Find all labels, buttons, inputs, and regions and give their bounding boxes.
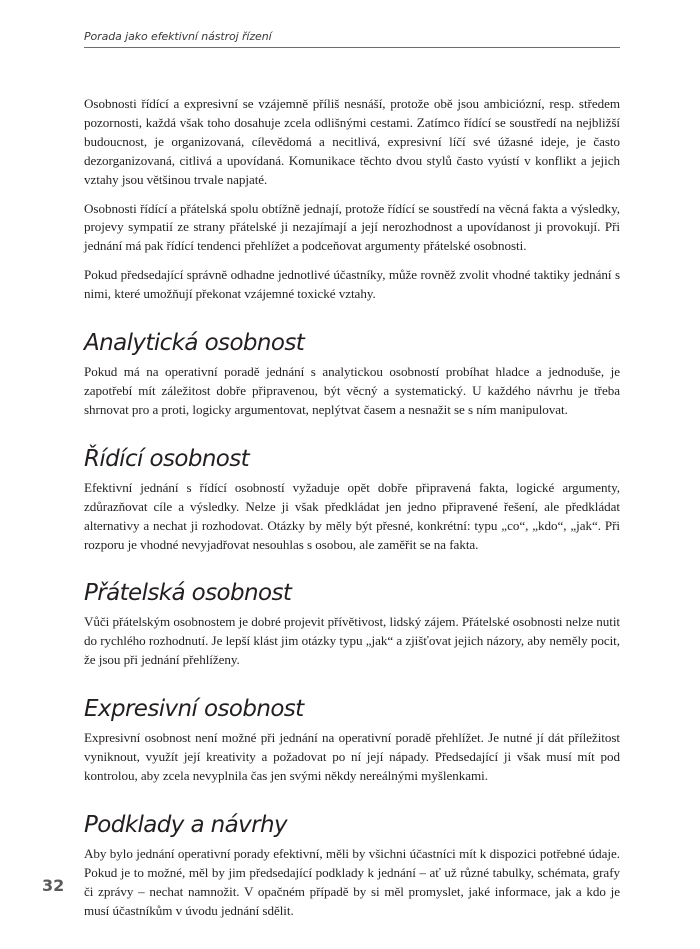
section-text-podklady: Aby bylo jednání operativní porady efektivní, měli by všichni účastníci mít k dispozici potřebné údaje. Pokud je to možné, měl by jim předsedající podklady k jednání – ať už různé tabulky, schémata, grafy či zprávy – nechat namnožit. V opačném případě by si měl promyslet, jaké informace, jak a kdo je musí účastníkům v úvodu jednání sdělit. bbox=[84, 845, 620, 918]
section-heading-expresivni: Expresivní osobnost bbox=[84, 696, 304, 723]
section-heading-pratelska: Přátelská osobnost bbox=[84, 580, 292, 607]
section-heading-ridici: Řídící osobnost bbox=[84, 445, 250, 472]
running-header: Porada jako efektivní nástroj řízení bbox=[84, 30, 620, 48]
intro-paragraph-3: Pokud předsedající správně odhadne jednotlivé účastníky, může rovněž zvolit vhodné taktiky jednání s nimi, které umožňují překonat vzájemné toxické vztahy. bbox=[84, 267, 620, 302]
page-number: 32 bbox=[42, 876, 65, 895]
section-text-analyticka: Pokud má na operativní poradě jednání s analytickou osobností probíhat hladce a jednoduše, je zapotřebí mít záležitost dobře připravenou, být věcný a systematický. U každého návrhu je třeba shrnovat pro a proti, logicky argumentovat, neplýtvat časem a nesnažit se s ním manipulovat. bbox=[84, 364, 620, 417]
section-text-expresivni: Expresivní osobnost není možné při jednání na operativní poradě přehlížet. Je nutné jí dát příležitost vyniknout, využít její kreativity a požadovat po ní její nápady. Předsedající ji však musí mít pod kontrolou, aby zcela nevyplnila čas jen svými někdy nereálnými myšlenkami. bbox=[84, 730, 620, 783]
section-heading-analyticka: Analytická osobnost bbox=[84, 330, 305, 357]
section-heading-podklady: Podklady a návrhy bbox=[84, 811, 287, 838]
intro-paragraph-1: Osobnosti řídící a expresivní se vzájemně příliš nesnáší, protože obě jsou ambiciózní, resp. středem pozornosti, každá však toho dosahuje zcela odlišnými cestami. Zatímco řídící se soustředí na nejbližší budoucnost, je organizovaná, cílevědomá a necitlivá, expresivní líčí své úžasné ideje, je často dezorganizovaná, citlivá a upovídaná. Komunikace těchto dvou stylů často vyústí v konflikt a jejich vztahy jsou většinou trvale napjaté. bbox=[84, 96, 620, 187]
section-text-ridici: Efektivní jednání s řídící osobností vyžaduje opět dobře připravená fakta, logické argumenty, zdůrazňovat cíle a výsledky. Nelze ji však předkládat jen jedno připravené řešení, ale předkládat alternativy a nechat ji rozhodovat. Otázky by měly být přesné, konkrétní: typu „co“, „kdo“, „jak“. Při rozporu je vhodné nevyjadřovat nesouhlas s osobou, ale zaměřit se na fakta. bbox=[84, 479, 620, 552]
section-text-pratelska: Vůči přátelským osobnostem je dobré projevit přívětivost, lidský zájem. Přátelské osobnosti nelze nutit do rychlého rozhodnutí. Je lepší klást jim otázky typu „jak“ a zjišťovat jejich názory, aby neměly pocit, že jsou při jednání přehlíženy. bbox=[84, 614, 620, 668]
page-body bbox=[84, 95, 620, 930]
intro-paragraph-2: Osobnosti řídící a přátelská spolu obtížně jednají, protože řídící se soustředí na věcná fakta a výsledky, projevy sympatií ze strany přátelské ji nezajímají a její nerozhodnost a upovídanost ji provokují. Při jednání má pak řídící tendenci přehlížet a podceňovat argumenty přátelské osobnosti. bbox=[84, 200, 620, 254]
